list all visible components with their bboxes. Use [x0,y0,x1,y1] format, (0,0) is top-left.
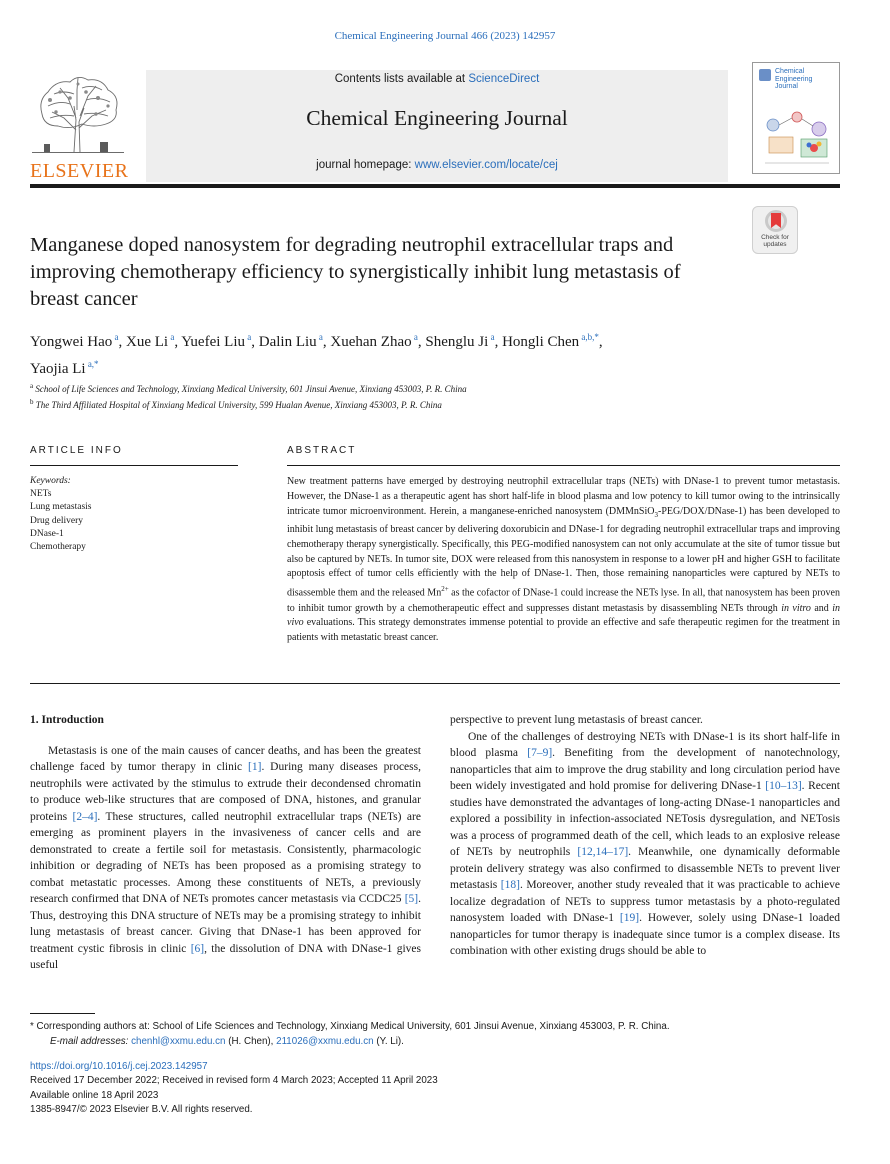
abstract-heading: ABSTRACT [287,445,357,456]
affiliation-text: School of Life Sciences and Technology, Xinxiang Medical University, 601 Jinsui Avenue, Xinxiang 453003, P. R. China [35,384,467,394]
abstract-segment: New treatment patterns have emerged by destroying neutrophil extracellular traps (NETs) with DNase-1 to prevent tumor metastasis. However, the DNase-1 as a therapeutic agent has short half-life in blood plasma and low potency to kill tumor owing to the intrinsically intricate tumor microenvironment. Herein, a manganese-enriched nanosystem (DMMnSiO [287,476,840,517]
citation-link[interactable]: [2–4] [72,810,98,823]
intro-text-run: One of the challenges of destroying NETs with DNase-1 is its short half-life in blood plasma [450,730,840,759]
intro-text-run: . Recent studies have demonstrated the advantages of long-acting DNase-1 nanoparticles and explored a possibility in infection-associated NETosis dysregulation, and NETosis was a process of programmed death of the cell, which leads to an explosive release of NETs by neutrophils [450,780,840,858]
author-affil-ref[interactable]: a,b,* [581,332,599,342]
intro-paragraph [450,729,840,960]
doi-link[interactable]: https://doi.org/10.1016/j.cej.2023.142957 [30,1061,208,1072]
journal-citation[interactable]: Chemical Engineering Journal 466 (2023) 142957 [334,30,556,42]
abstract-segment: as the cofactor of DNase-1 could increase the NETs lyse. In all, that nanosystem has been proven to inhibit tumor growth by a chemotherapeutic effect and suppresses distant metastasis by disassembling NETs through [287,587,840,614]
abstract-italic: in vivo [287,602,840,629]
abstract-text [287,475,840,646]
author-affil-ref[interactable]: a [170,332,175,342]
intro-paragraph-continued: perspective to prevent lung metastasis of breast cancer. [450,714,703,726]
email-link[interactable]: 211026@xxmu.edu.cn [276,1036,374,1047]
affiliation-marker: b [30,398,34,406]
author-name[interactable]: Dalin Liu [258,334,317,350]
corresponding-author-footnote [30,1019,840,1049]
author-affil-ref[interactable]: a [413,332,418,342]
available-online: Available online 18 April 2023 [30,1089,159,1101]
check-for-updates-button[interactable] [752,206,798,254]
received-dates: Received 17 December 2022; Received in revised form 4 March 2023; Accepted 11 April 2023 [30,1075,438,1087]
footnote-rule [30,1013,95,1014]
keyword-item: NETs [30,489,52,500]
citation-link[interactable]: [19] [619,912,640,924]
intro-text-run: . Meanwhile, one dynamically deformable protein delivery strategy was also confirmed to disassemble NETs to prevent liver metastasis [450,846,840,891]
citation-link[interactable]: [6] [190,942,205,955]
author-affil-ref[interactable]: a,* [87,359,99,369]
sciencedirect-link[interactable]: ScienceDirect [468,73,540,85]
elsevier-tree-icon [30,70,126,154]
citation-link[interactable]: [12,14–17] [577,846,629,858]
contents-prefix: Contents lists available at [334,73,469,85]
author-affil-ref[interactable]: a [247,332,252,342]
journal-homepage-link[interactable]: www.elsevier.com/locate/cej [414,159,558,171]
homepage-line [146,159,728,171]
contents-line [146,73,728,85]
intro-text-run: . However, solely using DNase-1 loaded nanoparticles for tumor therapy is inadequate since tumor is a complex disease. Its combination with other existing drugs should be able to [450,912,840,957]
intro-text-run: , the dissolution of DNA with DNase-1 gives useful [30,942,421,971]
corresponding-note: * Corresponding authors at: School of Life Sciences and Technology, Xinxiang Medical University, 601 Jinsui Avenue, Xinxiang 453003, P. R. China. [30,1021,670,1032]
citation-link[interactable]: [10–13] [765,780,802,792]
abstract-rule [287,465,840,466]
abstract-italic: in vitro [781,602,811,614]
copyright-line: 1385-8947/© 2023 Elsevier B.V. All rights reserved. [30,1103,253,1115]
cover-badge-icon [759,69,771,81]
intro-text-run: . Thus, destroying this DNA structure of NETs may be a promising strategy to inhibit lung metastasis of breast cancer. Giving that DNase-1 has been approved for treatment cystic fibrosis in clinic [30,893,421,955]
author-affil-ref[interactable]: a [490,332,495,342]
keyword-item: Chemotherapy [30,542,86,553]
author-list: Yongwei Hao $^a$, Xue Li $^a$, Yuefei Liu $^a$, Dalin Liu $^a$, Xuehan Zhao $^a$, Shenglu Ji $^a$, Hongli Chen $^{a,b,*}$, Yaojia Li $^{a,*}$ [30,332,603,377]
email-owner: (Y. Li). [373,1036,404,1047]
keywords-heading: Keywords: [30,476,71,486]
author-name[interactable]: Hongli Chen [502,334,580,350]
author-affil-ref[interactable]: a [318,332,323,342]
author-name[interactable]: Yuefei Liu [181,334,245,350]
affiliation-list [30,380,730,412]
cover-title: Chemical Engineering Journal [775,68,813,90]
elsevier-logo[interactable] [30,70,129,182]
intro-text-run: . Moreover, another study revealed that it was practicable to achieve localize degradation of NETs to suppress tumor metastasis by a photo-regulated nanosystem loaded with DNase-1 [450,879,840,924]
affiliation-item [30,380,730,396]
citation-link[interactable]: [18] [500,879,520,891]
affiliation-item [30,396,730,412]
affiliation-text: The Third Affiliated Hospital of Xinxiang Medical University, 599 Hualan Avenue, Xinxiang 453003, P. R. China [35,400,442,410]
author-name[interactable]: Xuehan Zhao [330,334,412,350]
abstract-segment: evaluations. This strategy demonstrates immense potential to provide an effective and safe therapeutic regimen for the treatment in patients with metastatic breast cancer. [287,617,840,644]
intro-left-column [30,712,421,974]
cover-graphic-icon [759,103,835,171]
article-info-heading: ARTICLE INFO [30,445,123,456]
article-title: Manganese doped nanosystem for degrading neutrophil extracellular traps and improving chemotherapy efficiency to synergistically inhibit lung metastasis of breast cancer [30,234,681,310]
keywords-block [30,475,238,554]
author-name[interactable]: Xue Li [125,334,169,350]
author-name[interactable]: Yaojia Li [30,361,86,377]
intro-text-run: . During many diseases process, neutrophils were activated by the stimulus to extrude their decondensed chromatin to produce web-like structures that are composed of DNA, histones, and granular proteins [30,761,421,823]
intro-heading: 1. Introduction [30,714,104,726]
citation-link[interactable]: [7–9] [527,747,553,759]
email-line [30,1034,840,1049]
check-for-updates-label: Check for updates [761,234,789,248]
intro-text-run: . These structures, called neutrophil extracellular traps (NETs) are emerging as prominent players in the invasiveness of cancer cells and are demonstrated to create a fertile soil for metastasis. Consistently, pharmacologic inhibition or degrading of NETs has been proposed as a promising strategy to combat metastatic processes. Among these constituents of NETs, a previously research confirmed that DNA of NETs promotes cancer metastasis via CCDC25 [30,810,421,905]
article-metadata [30,1060,840,1117]
keyword-item: DNase-1 [30,528,64,539]
elsevier-wordmark: ELSEVIER [30,160,129,182]
email-link[interactable]: chenhl@xxmu.edu.cn [131,1036,226,1047]
journal-masthead [146,70,728,182]
citation-link[interactable]: [1] [248,761,262,773]
keyword-item: Drug delivery [30,515,84,526]
journal-title: Chemical Engineering Journal [306,106,568,130]
email-owner: (H. Chen), [225,1036,277,1047]
abstract-subscript: 3 [654,510,658,519]
intro-paragraph [30,743,421,974]
abstract-bottom-rule [30,683,840,684]
abstract-superscript: 2+ [441,585,449,594]
article-info-rule [30,465,238,466]
homepage-prefix: journal homepage: [316,159,415,171]
keyword-item: Lung metastasis [30,502,92,513]
intro-right-column [450,712,840,960]
abstract-segment: -PEG/DOX/DNase-1) has been developed to inhibit lung metastasis of breast cancer by delivering doxorubicin and DNase-1 for degrading neutrophil extracellular traps and improving chemotherapy therapy synergistically. Specifically, this PEG-modified nanosystem can not only accumulate at the site of tumor tissue but also be captured by NETs. In tumor site, DOX were released from this nanosystem in response to a lower pH and higher GSH to facilitate apoptosis effect of tumor cells efficiently with the help of DNase-1. Then, those remaining nanoparticles were captured by NETs to disassemble them and the released Mn [287,505,840,599]
author-name[interactable]: Shenglu Ji [425,334,489,350]
intro-text-run: . Benefiting from the development of nanotechnology, nanoparticles that aim to improve the drug stability and long circulation period have been widely investigated and hold promise for delivering DNase-1 [450,747,840,792]
intro-text-run: Metastasis is one of the main causes of cancer deaths, and has been the greatest challenge faced by tumor therapy in clinic [30,744,421,773]
email-label: E-mail addresses: [50,1036,132,1047]
author-affil-ref[interactable]: a [114,332,119,342]
journal-cover-thumbnail[interactable] [752,62,840,174]
masthead-rule [30,184,840,188]
citation-link[interactable]: [5] [404,893,419,905]
abstract-segment: and [810,602,833,614]
affiliation-marker: a [30,382,34,390]
author-name[interactable]: Yongwei Hao [30,334,113,350]
